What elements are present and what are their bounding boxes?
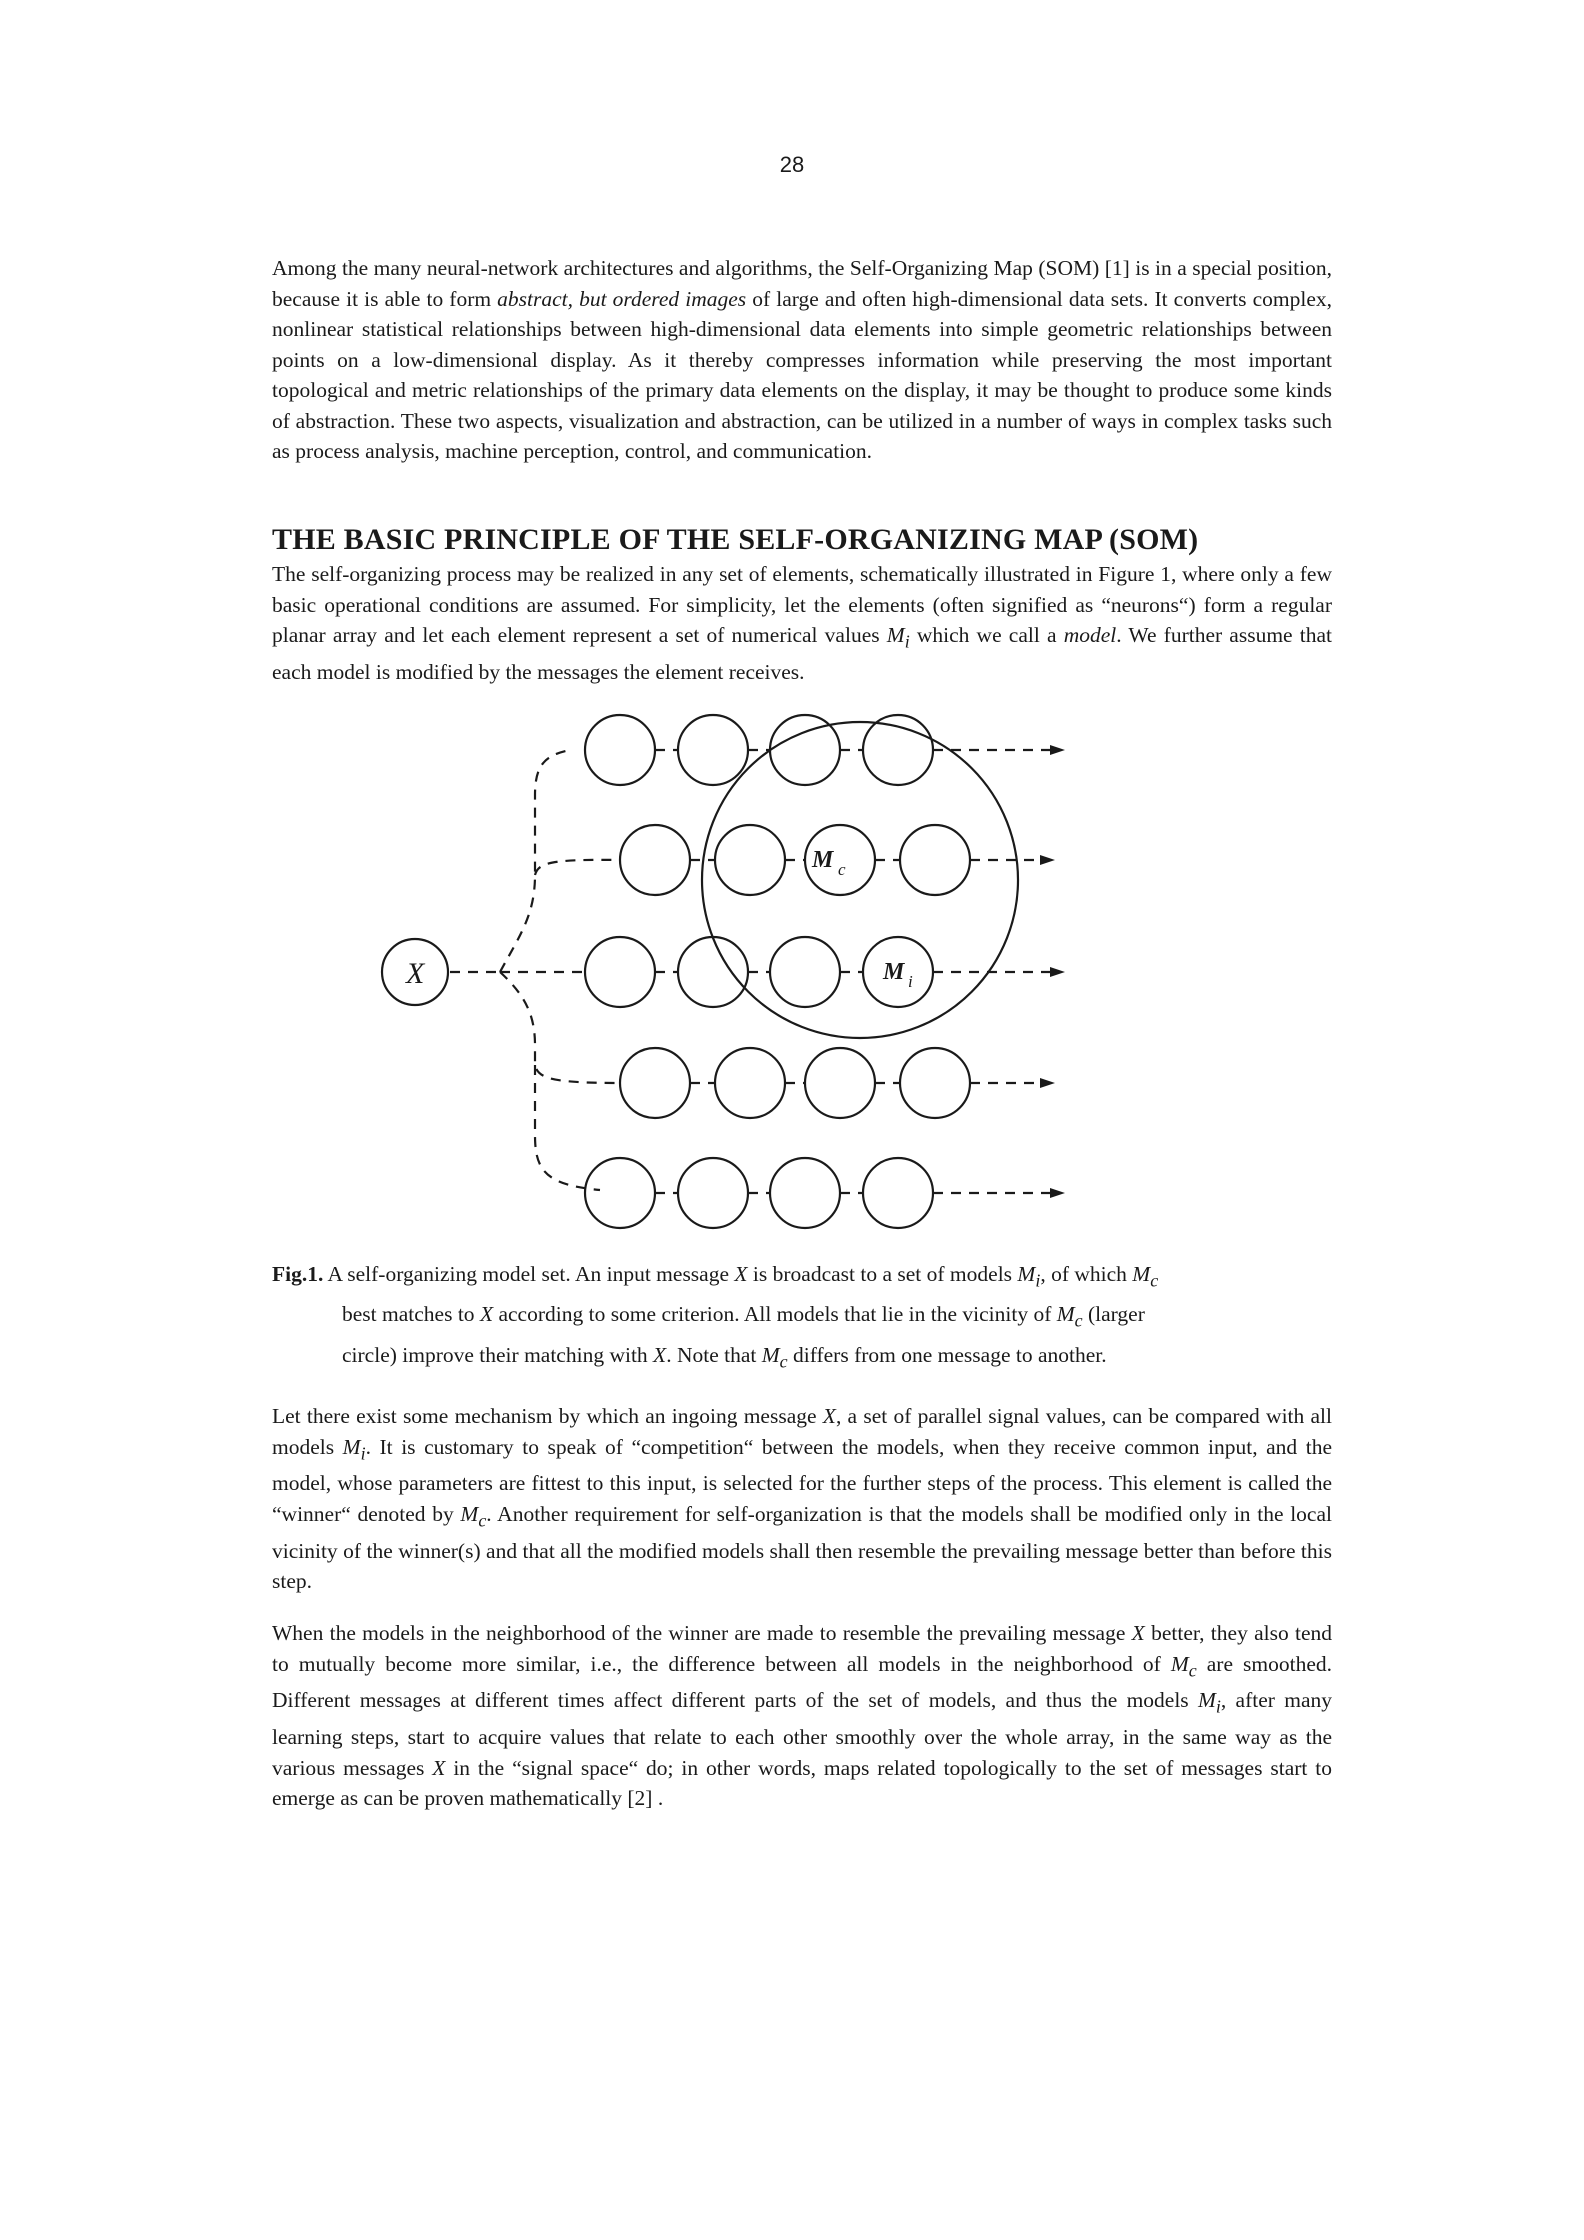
input-label: X (406, 957, 425, 990)
math-symbol: X (432, 1755, 446, 1780)
math-subscript: c (478, 1510, 487, 1531)
winner-subscript: c (838, 860, 846, 879)
emphasis: abstract, but ordered images (497, 286, 747, 311)
math-subscript: i (904, 631, 910, 652)
math-subscript: i (1215, 1696, 1221, 1717)
text-run: , a set of parallel signal values, can be compared with all models (272, 1404, 1333, 1459)
math-symbol: M (1170, 1651, 1189, 1676)
text-run: in the “signal space“ do; in other words, maps related topologically to the set of messages start to emerge as can be proven mathematically [2] . (272, 1755, 1332, 1811)
som-figure (360, 695, 1220, 1240)
math-symbol: M (1132, 1262, 1151, 1286)
text-run: better, they also tend to mutually become more similar, i.e., the difference between all models in the neighborhood of (272, 1621, 1332, 1676)
math-subscript: c (779, 1350, 788, 1371)
text-run: A self-organizing model set. An input message (323, 1262, 735, 1286)
math-subscript: i (360, 1442, 366, 1463)
text-run: When the models in the neighborhood of the winner are made to resemble the prevailing message (272, 1621, 1132, 1645)
text-run: . Note that (666, 1342, 762, 1367)
math-symbol: M (1017, 1262, 1036, 1286)
paragraph-competition (272, 1401, 1332, 1597)
text-run: The self-organizing process may be realized in any set of elements, schematically illustrated in Figure 1, where only a few basic operational conditions are assumed. For simplicity, let the elements (often signified as “neurons“) form a regular planar array and let each element represent a set of numerical values (272, 562, 1332, 647)
neighborhood-circle (702, 722, 1018, 1038)
math-symbol: X (822, 1404, 836, 1428)
math-symbol: M (761, 1342, 780, 1367)
math-symbol: M (1197, 1688, 1216, 1713)
caption-line (272, 1297, 1332, 1337)
text-run: are smoothed. Different messages at different times affect different parts of the set of models, and thus the models (272, 1651, 1332, 1713)
text-run: , of which (1040, 1262, 1133, 1286)
paragraph-intro (272, 253, 1332, 467)
math-symbol: X (734, 1262, 748, 1286)
math-subscript: i (1035, 1270, 1041, 1291)
text-run: circle) improve their matching with (342, 1342, 654, 1367)
text-run: . We further assume that each model is modified by the messages the element receives. (272, 623, 1333, 684)
text-run: Among the many neural-network architectures and algorithms, the Self-Organizing Map (SOM) [1] is in a special position, because it is able to form (272, 256, 1332, 311)
caption-label: Fig.1. (272, 1262, 324, 1286)
math-subscript: c (1188, 1659, 1197, 1680)
math-subscript: c (1150, 1270, 1159, 1291)
math-symbol: M (460, 1501, 479, 1526)
math-subscript: c (1074, 1310, 1083, 1331)
model-subscript: i (908, 972, 913, 991)
text-run: of large and often high-dimensional data sets. It converts complex, nonlinear statistical relationships between high-dimensional data elements into simple geometric relationships between points on a low-dimensional display. As it thereby compresses information while preserving the most important topological and metric relationships of the primary data elements on the display, it may be thought to produce some kinds of abstraction. These two aspects, visualization and abstraction, can be utilized in a number of ways in complex tasks such as process analysis, machine perception, control, and communication. (272, 286, 1332, 463)
text-run: according to some criterion. All models that lie in the vicinity of (493, 1302, 1057, 1327)
text-run: . It is customary to speak of “competition“ between the models, when they receive common input, and the model, whose parameters are fittest to this input, is selected for the further steps of the process. This element is called the “winner“ denoted by (272, 1434, 1332, 1526)
paragraph-principle (272, 559, 1332, 687)
math-symbol: M (886, 623, 905, 647)
text-run: (larger (1082, 1302, 1145, 1327)
math-symbol: X (653, 1342, 667, 1367)
winner-label: M (812, 847, 834, 873)
math-symbol: X (479, 1302, 494, 1327)
text-run: differs from one message to another. (787, 1342, 1107, 1367)
math-symbol: X (1131, 1621, 1145, 1645)
math-symbol: M (342, 1434, 361, 1459)
paragraph-neighborhood (272, 1618, 1332, 1814)
page-number: 28 (779, 152, 805, 177)
model-label: M (883, 959, 905, 985)
text-run: which we call a (909, 623, 1064, 647)
text-run: is broadcast to a set of models (747, 1262, 1018, 1286)
caption-line (272, 1257, 1332, 1297)
figure-caption (272, 1257, 1332, 1378)
caption-line (272, 1338, 1332, 1378)
broadcast-lines (450, 750, 1050, 1193)
emphasis: model (1063, 623, 1117, 647)
text-run: Let there exist some mechanism by which an ingoing message (272, 1404, 823, 1428)
text-run: . Another requirement for self-organization is that the models shall be modified only in the local vicinity of the winner(s) and that all the modified models shall then resemble the prevailing message better than before this step. (272, 1501, 1332, 1594)
section-heading: THE BASIC PRINCIPLE OF THE SELF-ORGANIZING MAP (SOM) (272, 523, 1199, 556)
math-symbol: M (1056, 1302, 1075, 1327)
text-run: best matches to (342, 1302, 480, 1327)
text-run: , after many learning steps, start to acquire values that relate to each other smoothly over the whole array, in the same way as the various messages (272, 1688, 1332, 1780)
